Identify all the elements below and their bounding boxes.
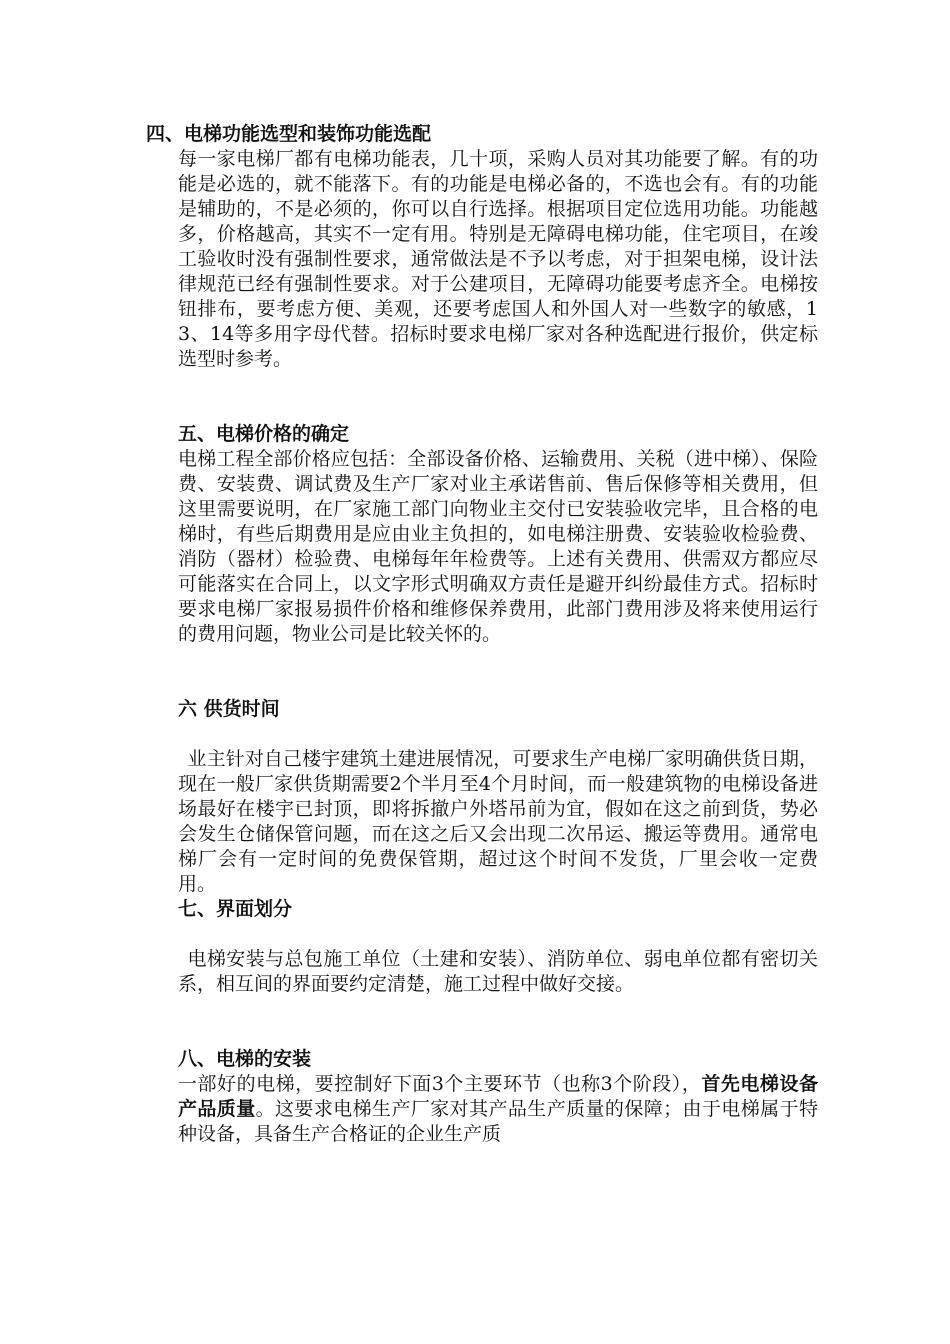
section-6-heading: 六 供货时间	[178, 698, 280, 720]
section-8-body	[178, 1072, 818, 1147]
section-7-body: 电梯安装与总包施工单位（土建和安装）、消防单位、弱电单位都有密切关系，相互间的界面要约定清楚，施工过程中做好交接。	[178, 948, 818, 995]
section-8-intro: 一部好的电梯，要控制好下面3个主要环节（也称3个阶段），	[178, 1073, 702, 1095]
section-6-body: 业主针对自己楼宇建筑土建进展情况，可要求生产电梯厂家明确供货日期，现在一般厂家供货期需要2个半月至4个月时间，而一般建筑物的电梯设备进场最好在楼宇已封顶，即将拆撤户外塔吊前为宜，假如在这之前到货，势必会发生仓储保管问题，而在这之后又会出现二次吊运、搬运等费用。通常电梯厂会有一定时间的免费保管期，超过这个时间不发货，厂里会收一定费用。	[178, 748, 818, 895]
section-5-body: 电梯工程全部价格应包括：全部设备价格、运输费用、关税（进中梯）、保险费、安装费、调试费及生产厂家对业主承诺售前、售后保修等相关费用，但这里需要说明，在厂家施工部门向物业主交付已安装验收完毕，且合格的电梯时，有些后期费用是应由业主负担的，如电梯注册费、安装验收检验费、消防（器材）检验费、电梯每年年检费等。上述有关费用、供需双方都应尽可能落实在合同上，以文字形式明确双方责任是避开纠纷最佳方式。招标时要求电梯厂家报易损件价格和维修保养费用，此部门费用涉及将来使用运行的费用问题，物业公司是比较关怀的。	[178, 448, 818, 645]
section-spacer	[178, 997, 818, 1047]
section-8-rest: 。这要求电梯生产厂家对其产品生产质量的保障；由于电梯属于特种设备，具备生产合格证的企业生产质	[178, 1098, 818, 1145]
document-body	[146, 122, 818, 1147]
section-4-body: 每一家电梯厂都有电梯功能表，几十项，采购人员对其功能要了解。有的功能是必选的，就不能落下。有的功能是电梯必备的，不选也会有。有的功能是辅助的，不是必须的，你可以自行选择。根据项目定位选用功能。功能越多，价格越高，其实不一定有用。特别是无障碍电梯功能，住宅项目，在竣工验收时没有强制性要求，通常做法是不予以考虑，对于担架电梯，设计法律规范已经有强制性要求。对于公建项目，无障碍功能要考虑齐全。电梯按钮排布，要考虑方便、美观，还要考虑国人和外国人对一些数字的敏感，13、14等多用字母代替。招标时要求电梯厂家对各种选配进行报价，供定标选型时参考。	[178, 148, 818, 370]
section-8-bold-phrase: 首先电梯设备产品质量	[178, 1073, 818, 1120]
section-7-heading: 七、界面划分	[178, 898, 293, 920]
section-spacer	[178, 372, 818, 422]
section-8-heading: 八、电梯的安装	[178, 1048, 312, 1070]
paragraph-spacer	[178, 722, 818, 747]
paragraph-spacer	[178, 922, 818, 947]
section-5-heading: 五、电梯价格的确定	[178, 423, 350, 445]
section-4-heading: 四、电梯功能选型和装饰功能选配	[146, 123, 432, 145]
section-spacer	[178, 647, 818, 697]
